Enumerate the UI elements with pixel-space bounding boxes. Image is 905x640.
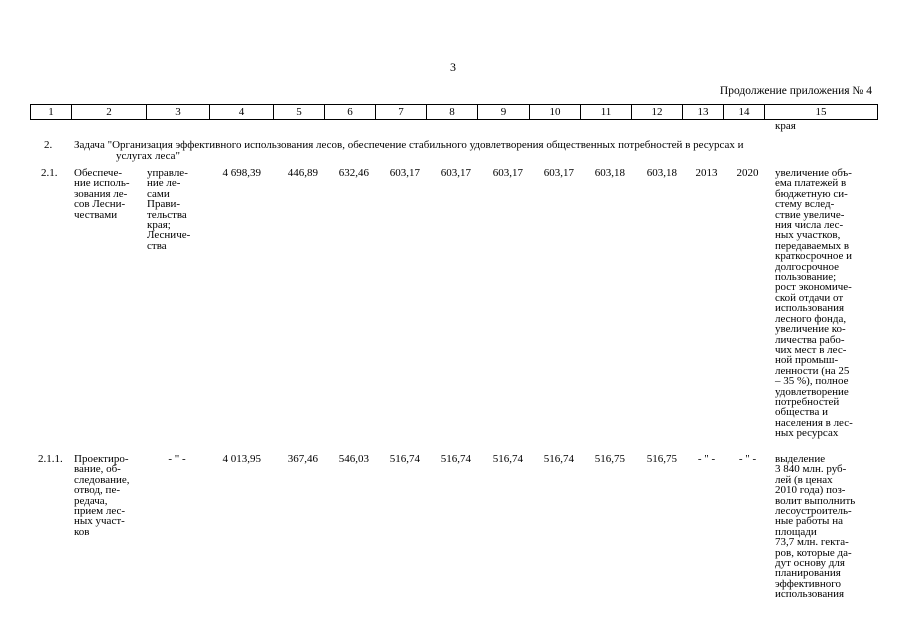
- column-header: 15: [765, 105, 878, 120]
- measure-name: Проектиро- вание, об- следование, отвод, пе- редача, прием лес- ных участ- ков: [74, 453, 130, 538]
- task-heading: [74, 140, 874, 162]
- year-amount: 546,03: [338, 453, 369, 465]
- start-year: 2013: [695, 167, 718, 179]
- column-header: 14: [724, 105, 765, 120]
- year-amount: 603,17: [389, 167, 420, 179]
- column-header: 12: [632, 105, 683, 120]
- year-amount: 632,46: [338, 167, 369, 179]
- column-number-header: [30, 104, 878, 120]
- column-header: 3: [147, 105, 210, 120]
- end-year: - " -: [738, 453, 757, 465]
- column-header: 1: [31, 105, 72, 120]
- start-year: - " -: [697, 453, 716, 465]
- year-amount: 446,89: [287, 167, 318, 179]
- column-header: 5: [274, 105, 325, 120]
- year-amount: 516,74: [440, 453, 471, 465]
- column-header: 10: [530, 105, 581, 120]
- measure-name: Обеспече- ние исполь- зования ле- сов Лесни- чествами: [74, 167, 130, 221]
- total-amount: 4 013,95: [222, 453, 261, 465]
- total-amount: 4 698,39: [222, 167, 261, 179]
- column-header: 13: [683, 105, 724, 120]
- year-amount: 516,74: [492, 453, 523, 465]
- expected-result: увеличение объ- ема платежей в бюджетную си- стему вслед- ствие увеличе- ния числа лес- ных участков, передаваемых в краткосрочное и долгосрочное пользование; рост экономиче- ской отдачи от использования лесного фонда, увеличение ко- личества рабо- чих мест в лес- ной промыш- ленности (на 25 – 35 %), полное удовлетворение потребностей общества и населения в лес- ных ресурсах: [775, 167, 853, 440]
- year-amount: 516,74: [389, 453, 420, 465]
- year-amount: 516,74: [543, 453, 574, 465]
- executor: - " -: [168, 453, 186, 465]
- task-heading-line: услугах леса": [116, 150, 181, 162]
- column-header: 6: [325, 105, 376, 120]
- column-header: 9: [478, 105, 530, 120]
- year-amount: 603,17: [492, 167, 523, 179]
- task-heading-line: Задача "Организация эффективного использования лесов, обеспечение стабильного удовлетворения общественных потребностей в ресурсах и: [74, 139, 744, 151]
- column-header: 11: [581, 105, 632, 120]
- executor: управле- ние ле- сами Прави- тельства края; Лесниче- ства: [147, 167, 191, 252]
- end-year: 2020: [736, 167, 759, 179]
- column-header: 4: [210, 105, 274, 120]
- year-amount: 516,75: [594, 453, 625, 465]
- column-header: 2: [72, 105, 147, 120]
- expected-result: выделение 3 840 млн. руб- лей (в ценах 2010 года) поз- волит выполнить лесоустроитель- ные работы на площади 73,7 млн. гекта- ров, которые да- дут основу для планирования эффективного использования: [775, 453, 856, 601]
- year-amount: 603,17: [440, 167, 471, 179]
- year-amount: 603,18: [646, 167, 677, 179]
- carryover-text: края: [775, 120, 796, 132]
- year-amount: 603,18: [594, 167, 625, 179]
- year-amount: 516,75: [646, 453, 677, 465]
- year-amount: 367,46: [287, 453, 318, 465]
- row-number: 2.1.1.: [38, 453, 63, 465]
- appendix-continuation-note: Продолжение приложения № 4: [719, 85, 872, 97]
- page-number: 3: [450, 60, 456, 74]
- task-number: 2.: [44, 139, 53, 151]
- column-header: 7: [376, 105, 427, 120]
- year-amount: 603,17: [543, 167, 574, 179]
- row-number: 2.1.: [41, 167, 58, 179]
- column-header: 8: [427, 105, 478, 120]
